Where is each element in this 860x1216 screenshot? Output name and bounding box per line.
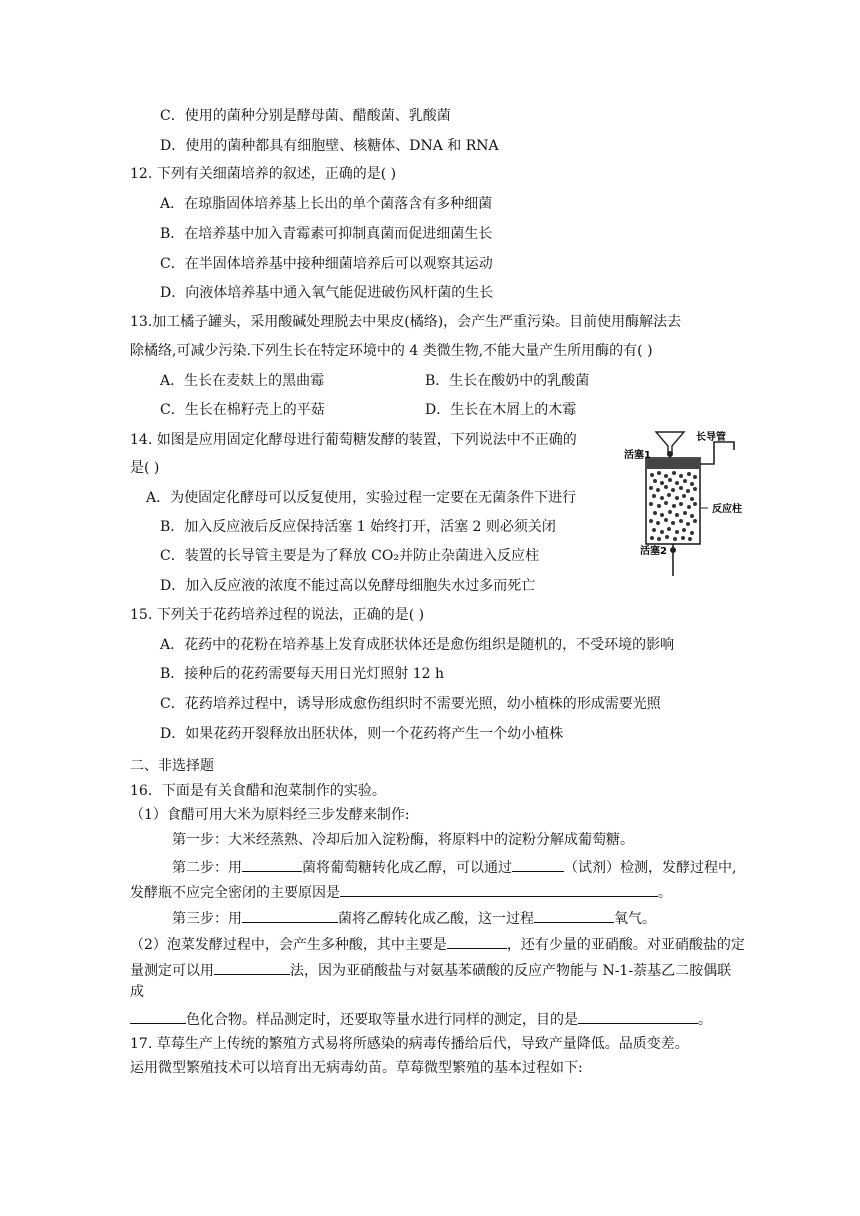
blank-step2-reagent[interactable] [512, 857, 564, 872]
blank-method[interactable] [214, 960, 290, 975]
valve2-icon [670, 547, 676, 553]
q13-option-a: A．生长在麦麸上的黑曲霉 [160, 373, 325, 389]
q16-part2-line1: （2）泡菜发酵过程中，会产生多种酸，其中主要是 ，还有少量的亚硝酸。对亚硝酸盐的定 [130, 934, 745, 955]
q12-option-d: D．向液体培养基中通入氧气能促进破伤风杆菌的生长 [160, 285, 494, 301]
q15-option-c: C．花药培养过程中，诱导形成愈伤组织时不需要光照，幼小植株的形成需要光照 [160, 696, 661, 712]
blank-color[interactable] [130, 1009, 186, 1024]
q16-part2-line2: 量测定可以用 法，因为亚硝酸盐与对氨基苯磺酸的反应产物能与 N-1-萘基乙二胺偶联 [130, 960, 731, 981]
q12-option-b: B．在培养基中加入青霉素可抑制真菌而促进细菌生长 [160, 226, 493, 242]
q14-stem-line2: 是( ) [130, 460, 160, 476]
q13-stem-line2: 除橘络,可减少污染.下列生长在特定环境中的 4 类微生物,不能大量产生所用酶的有( ) [130, 343, 653, 359]
q16-part1-intro: （1）食醋可用大米为原料经三步发酵来制作: [130, 807, 410, 823]
q12-option-c: C．在半固体培养基中接种细菌培养后可以观察其运动 [160, 256, 493, 272]
q13-option-c: C．生长在棉籽壳上的平菇 [160, 402, 325, 418]
fermentation-apparatus-figure [624, 428, 780, 580]
q16-step2-line: 第二步：用 菌将葡萄糖转化成乙醇，可以通过 （试剂）检测，发酵过程中, [172, 857, 736, 878]
q16-step1: 第一步：大米经蒸熟、冷却后加入淀粉酶，将原料中的淀粉分解成葡萄糖。 [172, 832, 634, 848]
funnel-shape [656, 432, 684, 454]
q12-stem: 12. 下列有关细菌培养的叙述，正确的是( ) [130, 166, 397, 182]
q15-option-b: B．接种后的花药需要每天用日光灯照射 12 h [160, 666, 445, 682]
q11-option-c: C．使用的菌种分别是酵母菌、醋酸菌、乳酸菌 [160, 108, 451, 124]
q14-stem-line1: 14. 如图是应用固定化酵母进行葡萄糖发酵的装置，下列说法中不正确的 [130, 432, 577, 448]
blank-step2-reason[interactable] [340, 882, 658, 897]
q14-option-c: C．装置的长导管主要是为了释放 CO₂并防止杂菌进入反应柱 [160, 548, 539, 564]
q13-option-d: D．生长在木屑上的木霉 [425, 402, 577, 418]
q17-line2: 运用微型繁殖技术可以培育出无病毒幼苗。草莓微型繁殖的基本过程如下: [130, 1060, 583, 1076]
q14-option-a: A．为使固定化酵母可以反复使用，实验过程一定要在无菌条件下进行 [146, 490, 577, 506]
q15-option-d: D．如果花药开裂释放出胚状体，则一个花药将产生一个幼小植株 [160, 726, 564, 742]
q16-step2-line2: 发酵瓶不应完全密闭的主要原因是 。 [130, 882, 672, 903]
q16-part2-line4: 色化合物。样品测定时，还要取等量水进行同样的测定，目的是 。 [130, 1009, 712, 1030]
blank-purpose[interactable] [578, 1009, 698, 1024]
blank-step2-organism[interactable] [242, 857, 302, 872]
q15-option-a: A．花药中的花粉在培养基上发育成胚状体还是愈伤组织是随机的，不受环境的影响 [160, 637, 675, 653]
q16-step3-line: 第三步：用 菌将乙醇转化成乙酸，这一过程 氧气。 [172, 908, 656, 929]
q16-stem: 16．下面是有关食醋和泡菜制作的实验。 [130, 783, 386, 799]
q16-part2-line3: 成 [130, 984, 144, 1000]
q13-option-b: B．生长在酸奶中的乳酸菌 [425, 373, 590, 389]
q15-stem: 15. 下列关于花药培养过程的说法，正确的是( ) [130, 607, 425, 623]
blank-step3-oxygen[interactable] [534, 908, 614, 923]
top-layer-shape [647, 459, 699, 469]
q13-stem-line1: 13.加工橘子罐头，采用酸碱处理脱去中果皮(橘络)，会产生严重污染。目前使用酶解法去 [130, 314, 682, 330]
blank-main-acid[interactable] [447, 934, 507, 949]
q14-option-d: D．加入反应液的浓度不能过高以免酵母细胞失水过多而死亡 [160, 578, 536, 594]
blank-step3-organism[interactable] [242, 908, 338, 923]
q12-option-a: A．在琼脂固体培养基上长出的单个菌落含有多种细菌 [160, 196, 493, 212]
apparatus-diagram [624, 428, 780, 580]
valve1-icon [667, 451, 673, 457]
q17-line1: 17. 草莓生产上传统的繁殖方式易将所感染的病毒传播给后代，导致产量降低。品质变差。 [130, 1036, 689, 1052]
long-tube-shape [700, 442, 734, 464]
label-valve2: 活塞2 [640, 546, 667, 557]
q14-option-b: B．加入反应液后反应保持活塞 1 始终打开，活塞 2 则必须关闭 [160, 519, 556, 535]
q11-option-d: D．使用的菌种都具有细胞壁、核糖体、DNA 和 RNA [160, 138, 499, 154]
section-title-nonchoice: 二、非选择题 [130, 758, 214, 774]
label-valve1: 活塞1 [624, 450, 651, 461]
label-long-tube: 长导管 [696, 432, 726, 443]
label-reaction-column: 反应柱 [712, 504, 742, 515]
